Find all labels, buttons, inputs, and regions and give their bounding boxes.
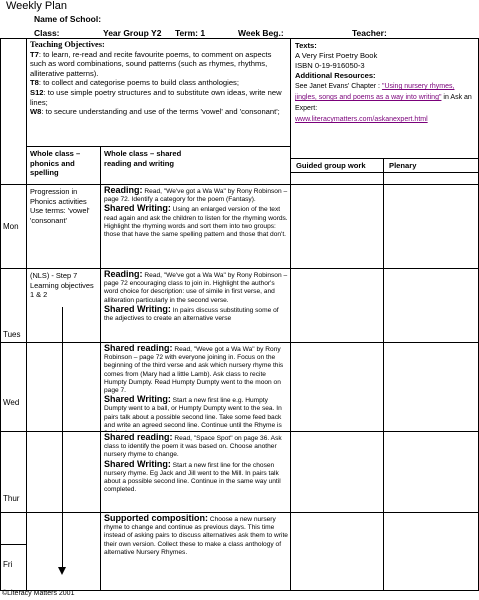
school-name-label: Name of School: bbox=[34, 14, 102, 24]
writing-label: Shared Writing: bbox=[104, 203, 171, 214]
objective-text: : to collect and categorise poems to build class anthologies; bbox=[38, 78, 239, 88]
resource-url-link[interactable]: www.literacymatters.com/askanexpert.html bbox=[295, 116, 428, 123]
objective-text: : to use simple poetry structures and to substitute own ideas, write new lines; bbox=[30, 87, 282, 107]
texts-panel bbox=[295, 41, 476, 157]
texts-heading: Texts: bbox=[295, 41, 317, 50]
col-shared-title: Whole class – shared reading and writing bbox=[104, 149, 182, 168]
objectives-heading: Teaching Objectives: bbox=[30, 40, 105, 49]
col-guided-header bbox=[296, 161, 381, 171]
year-group: Year Group Y2 bbox=[103, 28, 162, 38]
day-thur: Thur bbox=[3, 494, 20, 503]
shared-thur bbox=[104, 433, 288, 512]
resource-intro: See Janet Evans' Chapter : bbox=[295, 83, 382, 90]
arrow-down-icon bbox=[58, 567, 66, 575]
resource-mid: in Ask an Expert: bbox=[295, 94, 472, 112]
week-beginning: Week Beg.: bbox=[238, 28, 284, 38]
plan-table bbox=[0, 38, 479, 591]
reading-text: Read, "We've got a Wa Wa" by Rony Robinson – page 72 encouraging class to join in. Highlight the author's word choice for description: use of simile in first verse, and alliteration particularly in the second verse. bbox=[104, 272, 288, 304]
col-guided-title: Guided group work bbox=[296, 161, 366, 170]
book-title: A Very First Poetry Book bbox=[295, 51, 378, 60]
copyright-footer: ©Literacy Matters 2001 bbox=[2, 590, 75, 597]
col-phonics-title: Whole class – phonics and spelling bbox=[30, 149, 81, 178]
col-phonics-header bbox=[30, 149, 98, 183]
shared-wed bbox=[104, 344, 288, 431]
reading-text: Read, "We've got a Wa Wa" by Rony Robinson – page 72. Identify a category for the poem (Fantasy). bbox=[104, 188, 288, 204]
day-fri: Fri bbox=[3, 560, 13, 569]
col-plenary-header bbox=[389, 161, 474, 171]
reading-text: Read, "Weve got a Wa Wa" by Rony Robinson – page 72 with everyone joining in. Focus on the beginning of the third verse and ask which nursery rhyme this comes from (Mary had a little Lamb). Ask class to recite Humpty Dumpty. Read Humpty Dumpty went to the moon on page 7. bbox=[104, 346, 284, 395]
phonics-tues: (NLS) - Step 7 Learning objectives 1 & 2 bbox=[30, 271, 94, 300]
reading-label: Reading: bbox=[104, 186, 143, 195]
page-title: Weekly Plan bbox=[6, 0, 67, 12]
shared-fri bbox=[104, 514, 288, 590]
composition-text: Choose a new nursery rhyme to change and continue as previous days. This time instead of asking pairs to discuss alternatives ask them to write their own version. Collect these to make a class anthology of alternative Nursery Rhymes. bbox=[104, 516, 288, 556]
col-shared-header bbox=[104, 149, 194, 183]
writing-text: Start a new first line e.g. Humpty Dumpty went to a ball, or Humpty Dumpty went to the sea. In pairs talk about a possible second line. Take some feed back and write an agreed second line. Continue until the Rhyme is bbox=[104, 397, 282, 429]
writing-label: Shared Writing: bbox=[104, 303, 171, 314]
reading-label: Reading: bbox=[104, 270, 143, 279]
shared-tues bbox=[104, 270, 288, 342]
objective-code: T8 bbox=[30, 78, 39, 88]
teaching-objectives bbox=[30, 40, 288, 145]
isbn: ISBN 0-19-916050-3 bbox=[295, 61, 365, 70]
reading-label: Shared reading: bbox=[104, 344, 173, 353]
objective-code: S12 bbox=[30, 87, 44, 97]
day-wed: Wed bbox=[3, 398, 20, 407]
resource-link[interactable]: "Using nursery rhymes, jingles, songs and poems as a way into writing" bbox=[295, 83, 455, 101]
additional-resources-heading: Additional Resources: bbox=[295, 71, 376, 80]
writing-text: In pairs discuss substituting some of the adjectives to create an alternative verse bbox=[104, 306, 279, 323]
writing-label: Shared Writing: bbox=[104, 458, 171, 469]
term: Term: 1 bbox=[175, 28, 206, 38]
writing-text: Using an enlarged version of the text read again and ask the children to listen for the rhyming words. Highlight the rhyming words and sort them into two groups: those that have the same spelling pattern and those that don't. bbox=[104, 206, 288, 239]
reading-text: Read, "Space Spot" on page 36. Ask class to identify the poem it was based on. Choose another nursery rhyme to change. bbox=[104, 435, 282, 459]
teacher-label: Teacher: bbox=[352, 28, 387, 38]
reading-label: Shared reading: bbox=[104, 433, 173, 442]
objective-text: : to learn, re-read and recite favourite poems, to comment on aspects such as word combinations, sound patterns (such as rhymes, rhythms, alliterative patterns). bbox=[30, 49, 272, 78]
writing-text: Start a new first line for the chosen nursery rhyme. Eg Jack and Jill went to the Mill. In pairs talk about a possible second line. Continue in the same way until completed. bbox=[104, 461, 281, 494]
shared-mon bbox=[104, 186, 288, 268]
objective-code: W8 bbox=[30, 107, 42, 117]
writing-label: Shared Writing: bbox=[104, 394, 171, 405]
objective-text: : to secure understanding and use of the terms 'vowel' and 'consonant'; bbox=[41, 107, 280, 117]
phonics-mon: Progression in Phonics activities Use terms: 'vowel' 'consonant' bbox=[30, 187, 90, 225]
composition-label: Supported composition: bbox=[104, 514, 208, 523]
continuation-arrow-line bbox=[62, 307, 63, 570]
objective-code: T7 bbox=[30, 49, 39, 59]
class-label: Class: bbox=[34, 28, 60, 38]
day-tues: Tues bbox=[3, 330, 21, 339]
day-mon: Mon bbox=[3, 222, 19, 231]
col-plenary-title: Plenary bbox=[389, 161, 417, 170]
